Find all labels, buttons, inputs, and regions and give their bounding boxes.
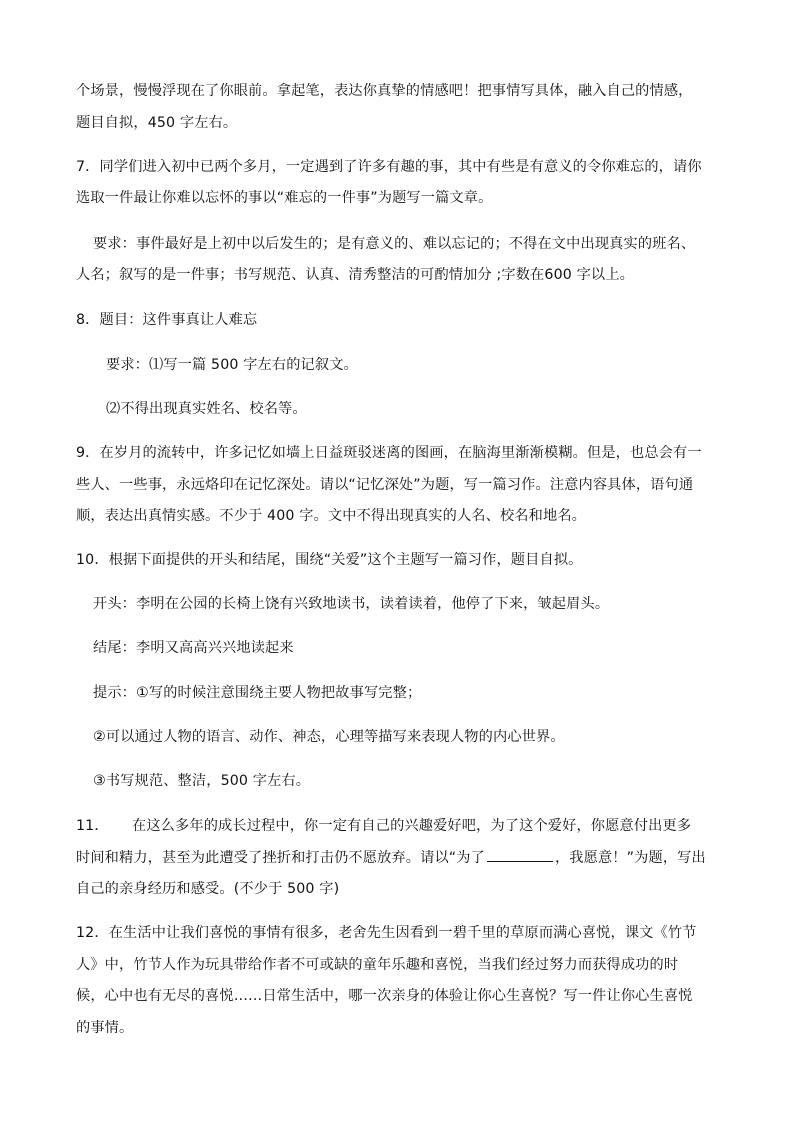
text-line <box>76 847 706 868</box>
text-line: 顺，表达出真情实感。不少于 400 字。文中不得出现真实的人名、校名和地名。 <box>76 508 586 524</box>
question-12: 12．在生活中让我们喜悦的事情有很多，老舍先生因看到一碧千里的草原而满心喜悦，课文《竹节 <box>76 925 697 941</box>
text-line: 的事情。 <box>76 1020 134 1036</box>
text-line: 自己的亲身经历和感受。(不少于 500 字) <box>76 881 340 897</box>
question-8: 8．题目：这件事真让人难忘 <box>76 312 258 328</box>
hint-line: ②可以通过人物的语言、动作、神态，心理等描写来表现人物的内心世界。 <box>93 729 565 745</box>
requirement-line: 要求：⑴写一篇 500 字左右的记叙文。 <box>106 357 358 373</box>
text-line: 候，心中也有无尽的喜悦……日常生活中，哪一次亲身的体验让你心生喜悦？写一件让你心生喜悦 <box>76 988 693 1004</box>
requirement-line: 要求：事件最好是上初中以后发生的；是有意义的、难以忘记的；不得在文中出现真实的班名、 <box>93 236 696 252</box>
text-line: 选取一件最让你难以忘怀的事以“难忘的一件事”为题写一篇文章。 <box>76 190 493 206</box>
question-11: 在这么多年的成长过程中，你一定有自己的兴趣爱好吧，为了这个爱好，你愿意付出更多 <box>132 818 692 834</box>
fill-in-blank <box>487 847 553 862</box>
question-7: 7．同学们进入初中已两个多月，一定遇到了许多有趣的事，其中有些是有意义的令你难忘的，请你 <box>76 159 702 175</box>
text-line: 个场景，慢慢浮现在了你眼前。拿起笔，表达你真挚的情感吧！把事情写具体，融入自己的情感， <box>76 83 693 99</box>
ending-line: 结尾：李明又高高兴兴地读起来 <box>93 640 294 656</box>
requirement-line: ⑵不得出现真实姓名、校名等。 <box>106 401 307 417</box>
text-line: 题目自拟，450 字左右。 <box>76 115 238 131</box>
hint-line: ③书写规范、整洁，500 字左右。 <box>93 773 311 789</box>
question-10: 10．根据下面提供的开头和结尾，围绕“关爱”这个主题写一篇习作，题目自拟。 <box>76 552 583 568</box>
text-line: 人》中，竹节人作为玩具带给作者不可或缺的童年乐趣和喜悦，当我们经过努力而获得成功的时 <box>76 957 679 973</box>
question-9: 9．在岁月的流转中，许多记忆如墙上日益斑驳迷离的图画，在脑海里渐渐模糊。但是，也总会有一 <box>76 445 702 461</box>
hint-line: 提示：①写的时候注意围绕主要人物把故事写完整； <box>93 685 422 701</box>
text-line: 人名；叙写的是一件事；书写规范、认真、清秀整洁的可酌情加分 ;字数在600 字以上。 <box>76 267 634 283</box>
text-segment: 时间和精力，甚至为此遭受了挫折和打击仍不愿放弃。请以“为了 <box>76 850 485 866</box>
text-segment: ，我愿意！”为题，写出 <box>554 850 706 866</box>
question-11-number: 11． <box>76 818 109 834</box>
text-line: 些人、一些事，永远烙印在记忆深处。请以“记忆深处”为题，写一篇习作。注意内容具体，语句通 <box>76 477 694 493</box>
opening-line: 开头：李明在公园的长椅上饶有兴致地读书，读着读着，他停了下来，皱起眉头。 <box>93 596 610 612</box>
